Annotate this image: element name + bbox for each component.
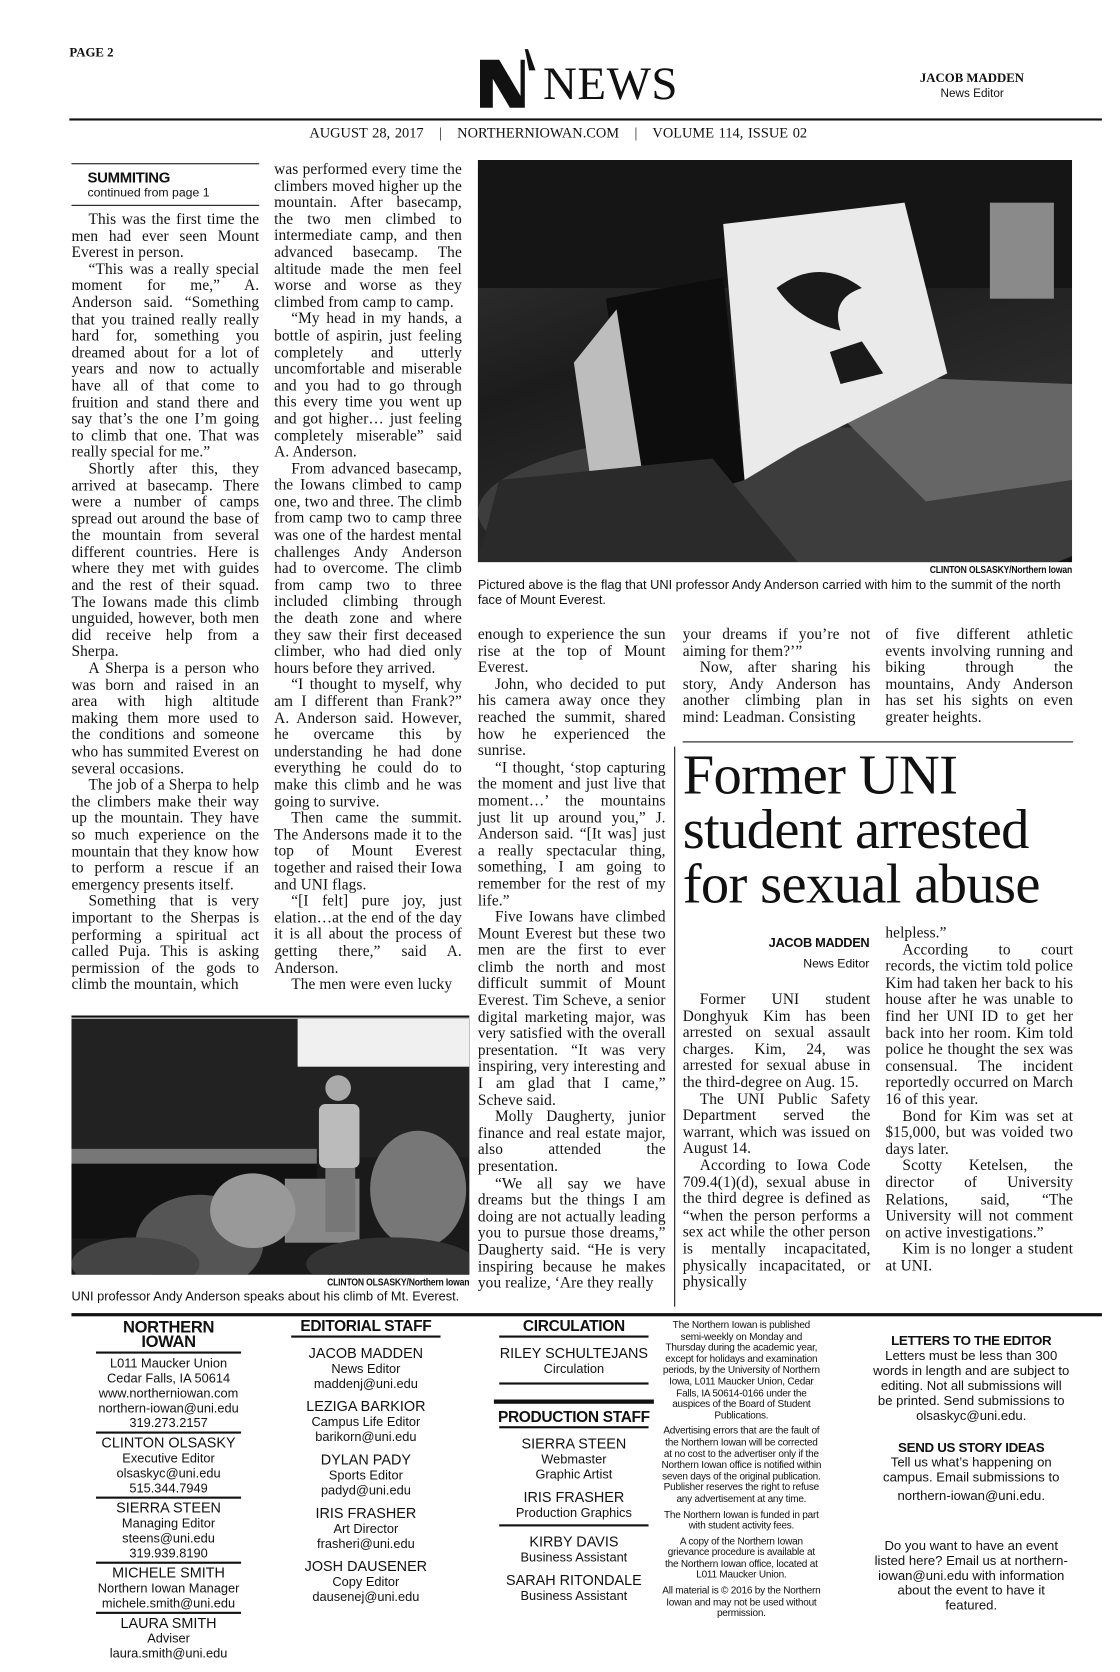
- article-paragraph: “[I felt] pure joy, just elation…at the end of the day it is all about the process of getting there,” said A. Anderson.: [274, 892, 462, 977]
- flag-photo-image: [478, 160, 1072, 562]
- photo-top-rule: [71, 1015, 469, 1017]
- divider: [96, 1612, 241, 1614]
- photo-caption: Pictured above is the flag that UNI professor Andy Anderson carried with him to the summit of the north face of Mount Everest.: [477, 577, 1061, 607]
- staff-email[interactable]: frasheri@uni.edu: [317, 1536, 415, 1551]
- summiting-column-3: [478, 627, 666, 1292]
- page-number: PAGE 2: [69, 44, 114, 60]
- article-paragraph: Former UNI student Donghyuk Kim has been arrested on sexual assault charges. Kim, 24, was arrested for sexual abuse in the third-degree on Aug. 15.: [682, 990, 871, 1092]
- divider: [499, 1426, 648, 1428]
- staff-role: Executive Editor: [122, 1450, 215, 1466]
- article-paragraph: “I thought to myself, why am I different than Frank?” A. Anderson said. However, he overcame this by understanding he had done everything he could do to make this climb and he was going to survive.: [274, 676, 462, 811]
- divider: [499, 1524, 648, 1526]
- speaker-photo-image: [71, 1019, 469, 1275]
- article-paragraph: From advanced basecamp, the Iowans climbed to camp one, two and three. The climb from camp two to camp three was one of the hardest mental challenges Andy Anderson had to overcome. The climb from camp two to three included climbing through the death zone and where they saw their first deceased climber, who had died only hours before they arrived.: [274, 460, 462, 678]
- article-paragraph: The UNI Public Safety Department served the warrant, which was issued on August 14.: [682, 1090, 871, 1158]
- divider: [96, 1432, 241, 1434]
- footer-rule: [71, 1313, 1101, 1316]
- byline-name: JACOB MADDEN: [768, 935, 870, 951]
- headline-line: Former UNI: [682, 744, 958, 807]
- staff-role: Production Graphics: [515, 1505, 632, 1521]
- divider: [291, 1336, 440, 1338]
- staff-name: DYLAN PADY: [320, 1451, 411, 1468]
- staff-email[interactable]: olsaskyc@uni.edu: [116, 1465, 221, 1481]
- staff-role: News Editor: [331, 1361, 401, 1377]
- arrest-column-1: [683, 992, 871, 1291]
- staff-email[interactable]: barikorn@uni.edu: [315, 1429, 417, 1445]
- column-rule: [674, 747, 675, 1307]
- divider: [494, 1400, 654, 1404]
- staff-name: RILEY SCHULTEJANS: [499, 1345, 649, 1362]
- website-link[interactable]: NORTHERNIOWAN.COM: [457, 124, 620, 141]
- article-paragraph: A Sherpa is a person who was born and raised in an area with high altitude making them more used to the conditions and someone who has summited Everest on several occasions.: [71, 660, 260, 778]
- separator: |: [634, 124, 638, 141]
- notice-paragraph: The Northern Iowan is funded in part with student activity fees.: [664, 1507, 819, 1531]
- section-title: NEWS: [542, 57, 679, 110]
- summiting-column-1: [71, 212, 259, 994]
- staff-name: LEZIGA BARKIOR: [306, 1398, 426, 1415]
- article-paragraph: of five different athletic events involving running and biking through the mountains, Andy Anderson has set his sights on even greater heights.: [885, 626, 1074, 727]
- staff-role: Circulation: [543, 1361, 605, 1377]
- staff-name: SIERRA STEEN: [521, 1435, 627, 1452]
- box-title: CIRCULATION: [522, 1318, 625, 1336]
- section-editor-name: JACOB MADDEN: [919, 70, 1025, 86]
- kicker-rule-bottom: [71, 205, 259, 206]
- notice-paragraph: Advertising errors that are the fault of the Northern Iowan will be corrected at no cost to the advertiser only if the Northern Iowan office is notified within seven days of the original publication. Publisher reserves the right to refuse any advertisement at any time.: [661, 1424, 822, 1504]
- staff-name: SIERRA STEEN: [116, 1499, 221, 1516]
- continued-from[interactable]: continued from page 1: [87, 186, 210, 200]
- story-ideas-title: SEND US STORY IDEAS: [898, 1440, 1045, 1455]
- staff-name: JACOB MADDEN: [308, 1345, 424, 1362]
- notice-paragraph: A copy of the Northern Iowan grievance procedure is available at the Northern Iowan office, located at L011 Maucker Union.: [665, 1534, 818, 1581]
- letters-body: Letters must be less than 300 words in length and are subject to editing. Not all submissions will be printed. Send submissions to olsaskyc@uni.edu.: [873, 1348, 1070, 1423]
- staff-name: CLINTON OLSASKY: [101, 1434, 236, 1451]
- staff-role: Copy Editor: [332, 1574, 400, 1590]
- story-ideas-email[interactable]: northern-iowan@uni.edu.: [897, 1488, 1045, 1503]
- headline-line: student arrested: [682, 798, 1029, 861]
- staff-name: KIRBY DAVIS: [529, 1533, 619, 1550]
- article-paragraph: Something that is very important to the Sherpas is performing a spiritual act called Puja. This is asking permission of the gods to climb the mountain, which: [71, 893, 260, 994]
- editorial-staff-box: [291, 1320, 440, 1605]
- byline-role: News Editor: [803, 957, 870, 971]
- staff-email[interactable]: michele.smith@uni.edu: [101, 1595, 236, 1611]
- article-divider: [683, 741, 1073, 742]
- summiting-column-4: [683, 627, 871, 727]
- speaker-photo: [71, 1019, 469, 1275]
- masthead-title: NORTHERN IOWAN: [122, 1318, 215, 1352]
- staff-role: Campus Life Editor: [311, 1414, 421, 1430]
- events-note: Do you want to have an event listed here? Email us at northern-iowan@uni.edu with information about the event to have it featured.: [874, 1538, 1068, 1613]
- website-link[interactable]: www.northerniowan.com: [98, 1385, 239, 1401]
- article-paragraph: John, who decided to put his camera away once they reached the summit, shared how he experienced the sunrise.: [477, 676, 666, 760]
- staff-role: Northern Iowan Manager: [97, 1580, 240, 1596]
- box-title: PRODUCTION STAFF: [497, 1409, 650, 1427]
- circulation-box: [494, 1320, 654, 1604]
- article-paragraph: Five Iowans have climbed Mount Everest but these two men are the first to ever climb the north and most difficult summit of Mount Everest. Tim Scheve, a senior digital marketing major, was very satisfied with the overall presentation. “It was very inspiring, very interesting and I am glad that I came,” Scheve said.: [477, 908, 666, 1109]
- staff-role: Sports Editor: [328, 1467, 403, 1483]
- headline[interactable]: [682, 744, 1040, 916]
- email-link[interactable]: northern-iowan@uni.edu: [98, 1400, 239, 1416]
- article-paragraph: your dreams if you’re not aiming for them?’”: [682, 626, 871, 660]
- staff-role: Business Assistant: [520, 1588, 628, 1604]
- masthead-box: [96, 1318, 241, 1661]
- divider: [96, 1562, 241, 1564]
- article-paragraph: “My head in my hands, a bottle of aspirin, just feeling completely and utterly uncomfortable and miserable and you had to go through this every time you went up and got higher… just feeling completely miserable” said A. Anderson.: [274, 310, 462, 461]
- box-title: EDITORIAL STAFF: [300, 1318, 432, 1336]
- address-line: Cedar Falls, IA 50614: [106, 1370, 231, 1386]
- article-paragraph: Bond for Kim was set at $15,000, but was voided two days later.: [885, 1107, 1074, 1159]
- staff-name: IRIS FRASHER: [315, 1505, 417, 1522]
- issue-date: AUGUST 28, 2017: [309, 124, 424, 141]
- article-paragraph: Then came the summit. The Andersons made it to the top of Mount Everest together and raised their Iowa and UNI flags.: [274, 809, 462, 894]
- staff-email[interactable]: steens@uni.edu: [122, 1530, 215, 1546]
- kicker-rule-top: [71, 163, 259, 164]
- arrest-column-2: [885, 926, 1073, 1275]
- staff-role: Business Assistant: [520, 1549, 628, 1565]
- article-paragraph: According to Iowa Code 709.4(1)(d), sexual abuse in the third degree is defined as “when the person performs a sex act while the other person is mentally incapacitated, physically incapacitated, or physically: [682, 1157, 871, 1291]
- separator: |: [438, 124, 442, 141]
- letters-title: LETTERS TO THE EDITOR: [891, 1333, 1052, 1349]
- article-kicker: SUMMITING: [87, 168, 171, 186]
- article-paragraph: enough to experience the sun rise at the top of Mount Everest.: [477, 626, 666, 677]
- article-paragraph: The job of a Sherpa to help the climbers make their way up the mountain. They have so much experience on the mountain that they know how to perform a rescue if an emergency presents itself.: [71, 776, 260, 894]
- divider: [499, 1336, 648, 1338]
- staff-email[interactable]: laura.smith@uni.edu: [109, 1645, 228, 1661]
- headline-line: for sexual abuse: [682, 853, 1040, 916]
- staff-name: LAURA SMITH: [120, 1614, 217, 1631]
- contact-box: [873, 1333, 1070, 1612]
- staff-role: Webmaster: [541, 1451, 607, 1467]
- publication-notice: [661, 1320, 821, 1624]
- notice-paragraph: All material is © 2016 by the Northern Iowan and may not be used without permission.: [662, 1584, 821, 1619]
- article-paragraph: Scotty Ketelsen, the director of University Relations, said, “The University will not comment on active investigations.”: [885, 1157, 1074, 1242]
- photo-credit: CLINTON OLSASKY/Northern Iowan: [327, 1276, 470, 1289]
- article-paragraph: This was the first time the men had ever seen Mount Everest in person.: [71, 211, 260, 262]
- summiting-column-5: [885, 627, 1073, 727]
- article-paragraph: The men were even lucky: [291, 976, 453, 994]
- article-paragraph: Shortly after this, they arrived at basecamp. There were a number of camps spread out around the base of the mountain from several different countries. Here is where they met with guides and the rest of their squad. The Iowans made this climb unguided, however, both men did receive help from a Sherpa.: [71, 460, 260, 661]
- staff-role: Graphic Artist: [535, 1466, 613, 1482]
- phone: 319.273.2157: [129, 1415, 208, 1431]
- staff-email[interactable]: dausenej@uni.edu: [312, 1589, 420, 1605]
- dateline: [309, 125, 807, 142]
- staff-role: Managing Editor: [121, 1515, 216, 1531]
- summiting-column-2: [274, 162, 462, 994]
- staff-name: MICHELE SMITH: [112, 1564, 225, 1581]
- staff-phone: 319.939.8190: [129, 1545, 208, 1561]
- header-rule: [69, 118, 1102, 120]
- divider: [499, 1382, 648, 1384]
- notice-paragraph: The Northern Iowan is published semi-weekly on Monday and Thursday during the academic year, except for holidays and examination periods, by the University of Northern Iowa, L011 Maucker Union, Cedar Falls, IA 50614-0166 under the auspices of the Board of Student Publications.: [662, 1318, 820, 1421]
- staff-name: JOSH DAUSENER: [304, 1558, 428, 1575]
- article-paragraph: “This was a really special moment for me,” A. Anderson said. “Something that you trained really really hard for, something you dreamed about for a lot of years and now to actually have all of that come to fruition and stand there and say that’s the one I’m going to climb that one. That was really special for me.”: [71, 261, 260, 462]
- staff-email[interactable]: maddenj@uni.edu: [313, 1376, 418, 1391]
- staff-phone: 515.344.7949: [129, 1480, 208, 1496]
- divider: [96, 1497, 241, 1499]
- staff-name: IRIS FRASHER: [523, 1489, 625, 1506]
- article-paragraph: According to court records, the victim told police Kim had taken her back to his house after he was unable to find her UNI ID to get her back into her room. Kim told police he thought the sex was consensual. The incident reportedly occurred on March 16 of this year.: [885, 941, 1074, 1109]
- divider: [96, 1352, 241, 1354]
- section-editor-role: News Editor: [940, 87, 1004, 101]
- staff-role: Adviser: [147, 1630, 190, 1646]
- article-paragraph: Kim is no longer a student at UNI.: [885, 1240, 1074, 1275]
- volume-issue: VOLUME 114, ISSUE 02: [652, 124, 808, 141]
- article-paragraph: was performed every time the climbers moved higher up the mountain. After basecamp, the two men climbed to intermediate camp, and then advanced basecamp. The altitude made the men feel worse and worse as they climbed from camp to camp.: [274, 161, 462, 312]
- photo-credit: CLINTON OLSASKY/Northern Iowan: [929, 564, 1073, 577]
- article-paragraph: Molly Daugherty, junior finance and real estate major, also attended the presentation.: [477, 1108, 666, 1176]
- article-paragraph: “We all say we have dreams but the things I am doing are not actually leading you to pursue those dreams,” Daugherty said. “He is very inspiring because he makes you realize, ‘Are they really: [477, 1175, 666, 1292]
- staff-email[interactable]: padyd@uni.edu: [320, 1482, 411, 1498]
- northern-iowan-n-logo: [478, 47, 538, 109]
- flag-photo: [478, 160, 1072, 562]
- story-ideas-body: Tell us what’s happening on campus. Email submissions to: [883, 1454, 1060, 1485]
- staff-role: Art Director: [333, 1521, 399, 1537]
- article-paragraph: Now, after sharing his story, Andy Anderson has another climbing plan in mind: Leadman. Consisting: [682, 659, 871, 727]
- address-line: L011 Maucker Union: [109, 1355, 228, 1371]
- photo-caption: UNI professor Andy Anderson speaks about his climb of Mt. Everest.: [71, 1288, 460, 1304]
- article-paragraph: “I thought, ‘stop capturing the moment and just live that moment…’ the mountains just lit up around you,” J. Anderson said. “[It was] just a really spectacular thing, something, I am going to remember for the rest of my life.”: [477, 759, 666, 910]
- article-paragraph: helpless.”: [885, 924, 947, 942]
- staff-name: SARAH RITONDALE: [505, 1572, 642, 1589]
